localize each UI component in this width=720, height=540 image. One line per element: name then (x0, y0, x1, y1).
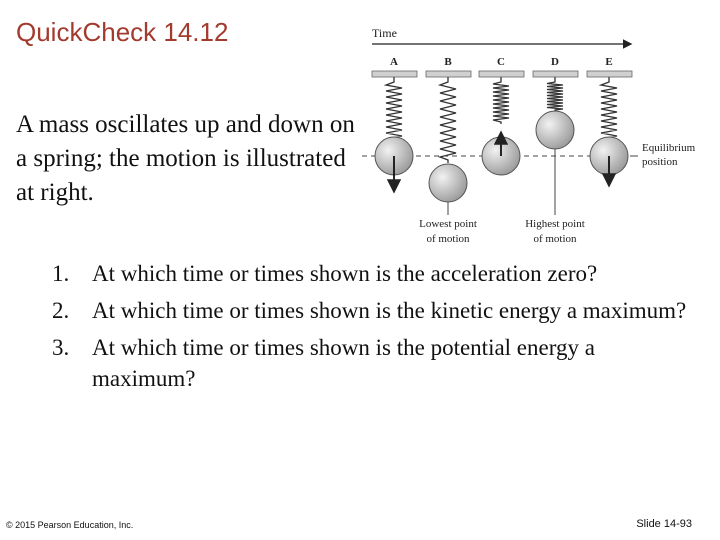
equilibrium-label: Equilibrium (642, 142, 696, 154)
question-text: At which time or times shown is the potential energy a maximum? (92, 335, 595, 391)
time-label: Time (372, 26, 397, 40)
mass-d (536, 111, 574, 149)
lowest-point-label: Lowest point (419, 218, 477, 230)
question-list (52, 258, 692, 400)
question-item (52, 295, 692, 326)
question-item (52, 258, 692, 289)
ceiling-mount (587, 71, 632, 77)
spring-oscillation-figure (362, 22, 712, 254)
question-text: At which time or times shown is the acceleration zero? (92, 261, 598, 286)
highest-point-label: Highest point (525, 218, 585, 230)
spring-b (440, 77, 456, 163)
highest-point-label-line2: of motion (533, 233, 577, 245)
ceiling-mount (479, 71, 524, 77)
question-text: At which time or times shown is the kinetic energy a maximum? (92, 298, 687, 323)
position-label-c: C (497, 56, 505, 68)
mass-b (429, 164, 467, 202)
lowest-point-label-line2: of motion (426, 233, 470, 245)
ceiling-mount (426, 71, 471, 77)
spring-a (386, 77, 402, 144)
spring-e (601, 77, 617, 144)
position-label-a: A (390, 56, 398, 68)
question-number: 2. (52, 298, 70, 323)
question-number: 3. (52, 335, 70, 360)
position-label-e: E (605, 56, 613, 68)
position-label-d: D (551, 56, 559, 68)
ceiling-mount (372, 71, 417, 77)
intro-text: A mass oscillates up and down on a spring; the motion is illustrated at right. (16, 111, 355, 206)
question-item (52, 332, 692, 394)
equilibrium-label-line2: position (642, 156, 678, 168)
spring-c (493, 77, 509, 124)
position-label-b: B (444, 56, 452, 68)
slide-number: Slide 14-93 (636, 518, 692, 530)
question-number: 1. (52, 261, 70, 286)
slide-title: QuickCheck 14.12 (16, 17, 229, 47)
spring-d (547, 77, 563, 113)
ceiling-mount (533, 71, 578, 77)
copyright-footer: © 2015 Pearson Education, Inc. (6, 520, 134, 530)
